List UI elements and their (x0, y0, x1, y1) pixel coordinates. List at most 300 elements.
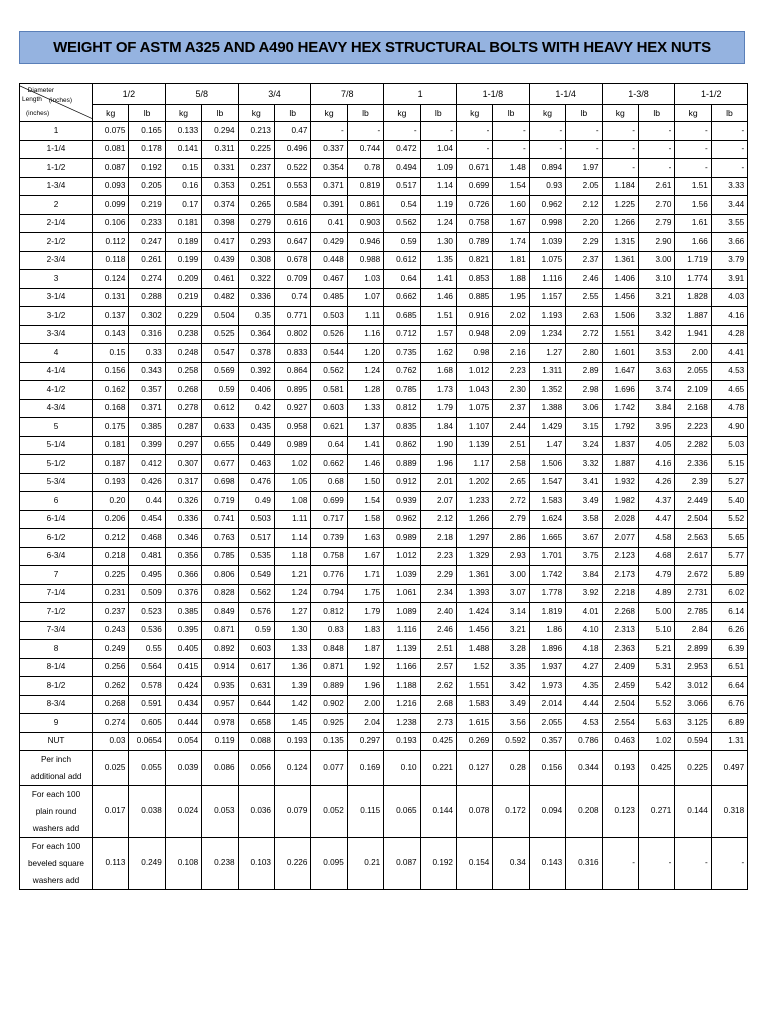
weight-cell: 0.631 (238, 677, 274, 696)
unit-header: kg (93, 105, 129, 122)
weight-cell: 2.72 (493, 492, 529, 511)
weight-cell: 1.20 (347, 344, 383, 363)
weight-cell: 0.144 (675, 786, 711, 838)
weight-cell: 0.231 (93, 584, 129, 603)
weight-cell: 0.199 (165, 251, 201, 270)
weight-cell: 0.392 (238, 362, 274, 381)
weight-cell: 0.376 (165, 584, 201, 603)
row-label-line: washers add (32, 876, 80, 885)
weight-cell: 1.193 (529, 307, 565, 326)
weight-cell: 1.24 (274, 584, 310, 603)
weight-cell: 0.322 (238, 270, 274, 289)
weight-cell: 0.256 (93, 658, 129, 677)
weight-cell: 0.343 (129, 362, 165, 381)
weight-cell: 0.274 (93, 714, 129, 733)
weight-cell: 5.03 (711, 436, 747, 455)
weight-cell: 1.774 (675, 270, 711, 289)
weight-cell: 0.357 (129, 381, 165, 400)
weight-cell: 1.35 (420, 251, 456, 270)
weight-cell: 2.953 (675, 658, 711, 677)
weight-cell: 5.77 (711, 547, 747, 566)
weight-cell: 1.02 (638, 732, 674, 751)
weight-cell: 3.10 (638, 270, 674, 289)
weight-cell: 1.30 (420, 233, 456, 252)
weight-cell: 0.024 (165, 786, 201, 838)
weight-cell: 1.63 (347, 529, 383, 548)
weight-cell: 5.52 (711, 510, 747, 529)
weight-cell: 0.439 (202, 251, 238, 270)
weight-cell: 0.317 (165, 473, 201, 492)
weight-cell: 0.075 (93, 122, 129, 141)
length-label: 2-3/4 (20, 251, 93, 270)
weight-cell: 1.24 (420, 214, 456, 233)
weight-cell: 0.33 (129, 344, 165, 363)
weight-cell: 0.472 (384, 140, 420, 159)
weight-cell: 2.63 (566, 307, 602, 326)
table-row (20, 677, 748, 696)
weight-cell: 2.173 (602, 566, 638, 585)
weight-cell: 2.61 (638, 177, 674, 196)
weight-cell: 1.88 (493, 270, 529, 289)
weight-cell: 1.79 (347, 603, 383, 622)
weight-cell: - (675, 838, 711, 890)
weight-cell: 1.37 (347, 418, 383, 437)
diameter-header: 3/4 (238, 84, 311, 105)
table-corner-header (20, 84, 93, 122)
weight-cell: - (384, 122, 420, 141)
weight-cell: 0.133 (165, 122, 201, 141)
weight-cell: 0.42 (238, 399, 274, 418)
unit-header: lb (202, 105, 238, 122)
weight-cell: 0.087 (384, 838, 420, 890)
weight-cell: 2.014 (529, 695, 565, 714)
weight-cell: 0.209 (165, 270, 201, 289)
weight-cell: 2.46 (420, 621, 456, 640)
weight-cell: 0.425 (420, 732, 456, 751)
weight-cell: 1.551 (602, 325, 638, 344)
weight-cell: 1.216 (384, 695, 420, 714)
weight-cell: 2.785 (675, 603, 711, 622)
weight-cell: 1.184 (602, 177, 638, 196)
weight-cell: 0.143 (93, 325, 129, 344)
weight-cell: 2.73 (420, 714, 456, 733)
weight-cell: 3.92 (566, 584, 602, 603)
diameter-header: 1 (384, 84, 457, 105)
weight-cell: 0.308 (238, 251, 274, 270)
weight-cell: 0.119 (202, 732, 238, 751)
weight-cell: 0.385 (165, 603, 201, 622)
weight-cell: 0.353 (202, 177, 238, 196)
weight-cell: - (638, 159, 674, 178)
weight-cell: 0.356 (165, 547, 201, 566)
weight-cell: 0.237 (93, 603, 129, 622)
weight-cell: 0.41 (311, 214, 347, 233)
weight-cell: 1.97 (566, 159, 602, 178)
weight-cell: 0.078 (456, 786, 492, 838)
weight-cell: 0.079 (274, 786, 310, 838)
weight-cell: 1.92 (347, 658, 383, 677)
weight-cell: 1.547 (529, 473, 565, 492)
weight-cell: 2.51 (420, 640, 456, 659)
weight-cell: 0.871 (202, 621, 238, 640)
unit-header: lb (347, 105, 383, 122)
weight-cell: 2.028 (602, 510, 638, 529)
weight-cell: 0.741 (202, 510, 238, 529)
weight-cell: 0.371 (129, 399, 165, 418)
weight-cell: 0.935 (202, 677, 238, 696)
weight-cell: 0.302 (129, 307, 165, 326)
weight-cell: 0.549 (238, 566, 274, 585)
weight-cell: 0.819 (347, 177, 383, 196)
unit-header: kg (675, 105, 711, 122)
unit-header-row (20, 105, 748, 122)
weight-cell: 0.449 (238, 436, 274, 455)
weight-cell: 0.181 (165, 214, 201, 233)
weight-cell: 4.58 (638, 529, 674, 548)
weight-cell: 0.662 (311, 455, 347, 474)
weight-cell: 1.225 (602, 196, 638, 215)
weight-cell: 0.547 (202, 344, 238, 363)
weight-cell: 3.63 (638, 362, 674, 381)
weight-cell: 2.39 (675, 473, 711, 492)
table-row (20, 233, 748, 252)
weight-cell: 0.776 (311, 566, 347, 585)
weight-cell: 1.41 (420, 270, 456, 289)
weight-cell: 0.219 (129, 196, 165, 215)
weight-cell: 0.889 (384, 455, 420, 474)
weight-cell: 0.233 (129, 214, 165, 233)
weight-cell: 0.337 (311, 140, 347, 159)
weight-cell: 2.04 (347, 714, 383, 733)
weight-cell: 0.193 (274, 732, 310, 751)
weight-cell: 0.762 (384, 362, 420, 381)
weight-cell: 2.65 (493, 473, 529, 492)
weight-cell: 2.23 (420, 547, 456, 566)
weight-cell: 1.393 (456, 584, 492, 603)
weight-cell: - (675, 159, 711, 178)
weight-cell: 1.61 (675, 214, 711, 233)
diameter-header: 1-1/4 (529, 84, 602, 105)
length-label: 7-3/4 (20, 621, 93, 640)
weight-cell: 4.03 (711, 288, 747, 307)
weight-cell: 1.315 (602, 233, 638, 252)
unit-header: lb (638, 105, 674, 122)
weight-cell: 0.828 (202, 584, 238, 603)
table-row (20, 381, 748, 400)
table-row (20, 621, 748, 640)
weight-cell: 3.012 (675, 677, 711, 696)
table-row (20, 307, 748, 326)
weight-cell: 1.583 (529, 492, 565, 511)
weight-cell: 1.17 (456, 455, 492, 474)
weight-cell: 0.525 (202, 325, 238, 344)
weight-cell: 1.95 (493, 288, 529, 307)
weight-cell: 3.21 (493, 621, 529, 640)
weight-cell: 0.156 (529, 751, 565, 786)
weight-cell: 0.374 (202, 196, 238, 215)
weight-cell: 0.612 (202, 399, 238, 418)
table-body (20, 122, 748, 890)
weight-cell: 0.78 (347, 159, 383, 178)
table-row (20, 714, 748, 733)
weight-cell: 4.53 (711, 362, 747, 381)
weight-cell: 3.91 (711, 270, 747, 289)
weight-cell: 0.218 (93, 547, 129, 566)
weight-cell: 0.633 (202, 418, 238, 437)
weight-cell: 0.503 (238, 510, 274, 529)
weight-cell: 0.16 (165, 177, 201, 196)
weight-cell: 3.42 (493, 677, 529, 696)
weight-cell: 2.409 (602, 658, 638, 677)
weight-cell: 0.812 (384, 399, 420, 418)
weight-cell: 2.89 (566, 362, 602, 381)
weight-cell: 0.448 (311, 251, 347, 270)
row-label-line: washers add (32, 824, 80, 833)
weight-cell: 0.293 (238, 233, 274, 252)
weight-cell: 0.425 (638, 751, 674, 786)
weight-cell: 0.592 (493, 732, 529, 751)
weight-cell: 2.55 (566, 288, 602, 307)
weight-cell: 3.53 (638, 344, 674, 363)
weight-cell: 1.11 (274, 510, 310, 529)
length-label: 4 (20, 344, 93, 363)
weight-cell: 1.701 (529, 547, 565, 566)
diameter-header: 1/2 (93, 84, 166, 105)
unit-header: kg (602, 105, 638, 122)
weight-cell: 5.65 (711, 529, 747, 548)
weight-cell: 1.11 (347, 307, 383, 326)
length-label: 8-3/4 (20, 695, 93, 714)
table-row (20, 418, 748, 437)
weight-cell: 0.262 (93, 677, 129, 696)
weight-cell: 0.758 (456, 214, 492, 233)
weight-cell: 0.644 (238, 695, 274, 714)
weight-cell: 0.495 (129, 566, 165, 585)
weight-cell: 1.50 (347, 473, 383, 492)
weight-cell: 0.405 (165, 640, 201, 659)
weight-cell: 1.406 (602, 270, 638, 289)
weight-cell: 0.526 (311, 325, 347, 344)
weight-cell: 0.141 (165, 140, 201, 159)
weight-cell: 0.468 (129, 529, 165, 548)
weight-cell: 0.903 (347, 214, 383, 233)
weight-cell: 1.583 (456, 695, 492, 714)
weight-cell: - (566, 140, 602, 159)
weight-cell: 0.685 (384, 307, 420, 326)
weight-cell: 0.564 (129, 658, 165, 677)
table-row (20, 140, 748, 159)
weight-cell: - (711, 140, 747, 159)
weight-cell: 2.123 (602, 547, 638, 566)
weight-cell: 2.86 (493, 529, 529, 548)
weight-cell: - (456, 122, 492, 141)
weight-cell: 0.366 (165, 566, 201, 585)
weight-cell: 0.20 (93, 492, 129, 511)
weight-cell: 1.012 (456, 362, 492, 381)
weight-cell: 0.123 (602, 786, 638, 838)
weight-cell: 0.562 (238, 584, 274, 603)
diameter-header: 7/8 (311, 84, 384, 105)
weight-cell: 0.225 (675, 751, 711, 786)
weight-cell: 6.89 (711, 714, 747, 733)
weight-cell: 3.84 (566, 566, 602, 585)
weight-cell: - (711, 122, 747, 141)
weight-cell: 3.125 (675, 714, 711, 733)
weight-cell: 1.941 (675, 325, 711, 344)
weight-cell: 4.10 (566, 621, 602, 640)
length-label: 3-3/4 (20, 325, 93, 344)
table-row (20, 251, 748, 270)
length-label: NUT (20, 732, 93, 751)
weight-cell: 0.364 (238, 325, 274, 344)
weight-cell: 0.169 (347, 751, 383, 786)
weight-cell: 1.424 (456, 603, 492, 622)
weight-cell: 0.902 (311, 695, 347, 714)
weight-cell: 2.34 (420, 584, 456, 603)
row-label-line: For each 100 (31, 790, 81, 799)
weight-cell: 1.04 (420, 140, 456, 159)
weight-cell: 0.412 (129, 455, 165, 474)
weight-cell: 2.504 (675, 510, 711, 529)
weight-cell: 1.07 (347, 288, 383, 307)
weight-cell: 5.40 (711, 492, 747, 511)
table-row (20, 325, 748, 344)
weight-cell: 0.68 (311, 473, 347, 492)
weight-cell: 0.162 (93, 381, 129, 400)
table-row (20, 362, 748, 381)
weight-cell: 0.248 (165, 344, 201, 363)
weight-cell: 1.896 (529, 640, 565, 659)
weight-cell: 0.93 (529, 177, 565, 196)
weight-cell: 0.64 (384, 270, 420, 289)
length-label: 1 (20, 122, 93, 141)
weight-cell: 1.361 (456, 566, 492, 585)
weight-cell: 0.719 (202, 492, 238, 511)
weight-cell: 1.58 (347, 510, 383, 529)
weight-cell: 1.488 (456, 640, 492, 659)
weight-cell: 1.932 (602, 473, 638, 492)
weight-cell: 0.15 (165, 159, 201, 178)
weight-cell: 1.21 (274, 566, 310, 585)
weight-cell: 0.172 (493, 786, 529, 838)
weight-cell: 2.30 (493, 381, 529, 400)
weight-cell: 0.278 (165, 399, 201, 418)
table-row (20, 786, 748, 838)
weight-cell: 2.055 (529, 714, 565, 733)
weight-cell: 3.75 (566, 547, 602, 566)
weight-cell: 1.03 (347, 270, 383, 289)
weight-cell: 0.699 (456, 177, 492, 196)
weight-cell: 0.454 (129, 510, 165, 529)
weight-cell: 1.012 (384, 547, 420, 566)
weight-cell: 0.605 (129, 714, 165, 733)
table-row (20, 529, 748, 548)
weight-cell: 0.744 (347, 140, 383, 159)
weight-cell: 0.862 (384, 436, 420, 455)
weight-cell: 1.14 (274, 529, 310, 548)
table-row (20, 270, 748, 289)
weight-cell: 3.44 (711, 196, 747, 215)
weight-cell: 1.24 (347, 362, 383, 381)
weight-cell: 0.165 (129, 122, 165, 141)
unit-header: kg (384, 105, 420, 122)
weight-cell: 1.33 (274, 640, 310, 659)
weight-cell: 0.205 (129, 177, 165, 196)
table-row (20, 584, 748, 603)
weight-cell: 3.35 (493, 658, 529, 677)
weight-cell: 1.089 (384, 603, 420, 622)
weight-cell: 0.35 (238, 307, 274, 326)
weight-cell: 2.336 (675, 455, 711, 474)
weight-cell: 0.523 (129, 603, 165, 622)
weight-cell: 2.00 (347, 695, 383, 714)
weight-cell: 0.662 (384, 288, 420, 307)
weight-cell: - (638, 140, 674, 159)
weight-cell: 1.139 (384, 640, 420, 659)
weight-cell: 0.553 (274, 177, 310, 196)
weight-cell: 1.09 (420, 159, 456, 178)
weight-cell: 2.18 (420, 529, 456, 548)
weight-cell: 2.617 (675, 547, 711, 566)
weight-cell: 4.05 (638, 436, 674, 455)
weight-cell: 3.28 (493, 640, 529, 659)
weight-cell: 0.925 (311, 714, 347, 733)
weight-cell: 2.07 (420, 492, 456, 511)
diameter-header: 1-1/8 (456, 84, 529, 105)
weight-cell: 1.043 (456, 381, 492, 400)
weight-cell: 2.459 (602, 677, 638, 696)
weight-cell: 0.279 (238, 214, 274, 233)
weight-cell: 6.51 (711, 658, 747, 677)
weight-cell: 0.052 (311, 786, 347, 838)
weight-cell: 3.49 (566, 492, 602, 511)
table-row (20, 658, 748, 677)
table-row (20, 399, 748, 418)
weight-cell: 2.79 (493, 510, 529, 529)
weight-cell: 3.74 (638, 381, 674, 400)
weight-cell: 4.01 (566, 603, 602, 622)
weight-cell: 5.15 (711, 455, 747, 474)
weight-cell: 0.398 (202, 214, 238, 233)
weight-cell: 0.821 (456, 251, 492, 270)
weight-cell: 2.731 (675, 584, 711, 603)
weight-cell: 2.58 (493, 455, 529, 474)
weight-cell: 0.113 (93, 838, 129, 890)
table-row (20, 838, 748, 890)
weight-cell: 0.268 (93, 695, 129, 714)
weight-cell: 3.00 (493, 566, 529, 585)
weight-cell: 2.449 (675, 492, 711, 511)
weight-cell: 0.331 (202, 159, 238, 178)
weight-cell: 0.243 (93, 621, 129, 640)
unit-header: kg (238, 105, 274, 122)
table-row (20, 455, 748, 474)
weight-cell: 2.563 (675, 529, 711, 548)
corner-inches-top: (inches) (48, 97, 72, 104)
unit-header: kg (456, 105, 492, 122)
weight-cell: 0.271 (638, 786, 674, 838)
weight-cell: 0.562 (384, 214, 420, 233)
weight-cell: 0.677 (202, 455, 238, 474)
weight-cell: - (711, 159, 747, 178)
weight-cell: 0.385 (129, 418, 165, 437)
weight-cell: 0.415 (165, 658, 201, 677)
weight-cell: 2.16 (493, 344, 529, 363)
weight-cell: 1.828 (675, 288, 711, 307)
weight-cell: 2.077 (602, 529, 638, 548)
weight-cell: 0.444 (165, 714, 201, 733)
weight-cell: 2.554 (602, 714, 638, 733)
